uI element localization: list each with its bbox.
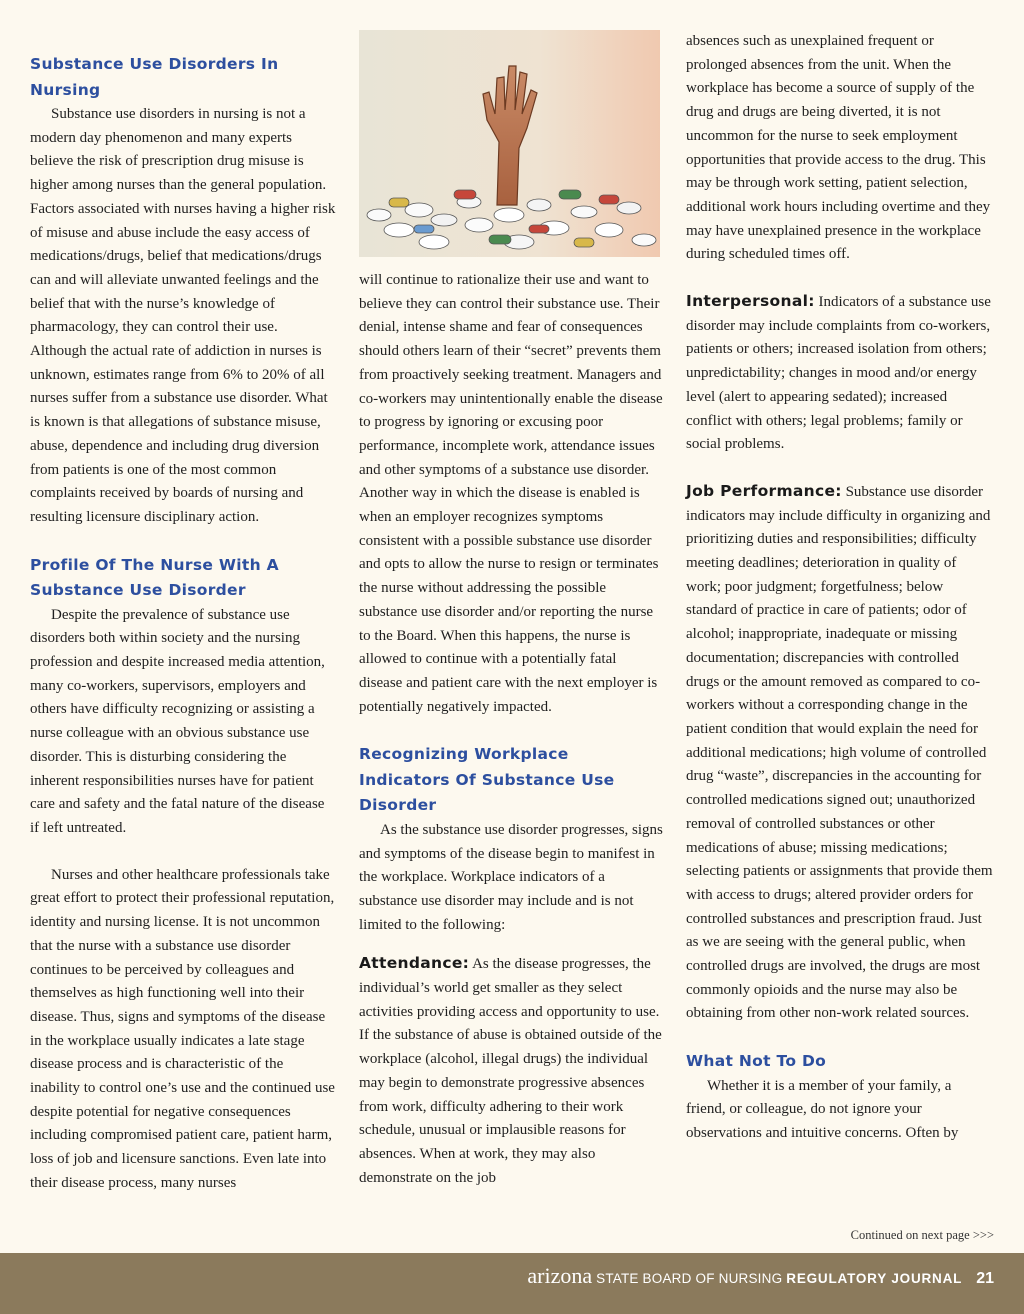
- hand-in-pills-illustration: [359, 30, 660, 257]
- lead-interpersonal: Interpersonal:: [686, 292, 815, 311]
- paragraph: will continue to rationalize their use and want to believe they can control their substance use. Their denial, intense shame and fear of consequences should others learn of their “secret” prevents them from proactively seeking treatment. Managers and co-workers may unintentionally enable the disease to progress by ignoring or excusing poor performance, incomplete work, attendance issues and other symptoms of a substance use disorder. Another way in which the disease is enabled is when an employer recognizes symptoms consistent with a possible substance use disorder and opts to allow the nurse to resign or terminates the nurse without addressing the possible substance use disorder and/or reporting the nurse to the Board. When this happens, the nurse is allowed to continue with a potentially fatal disease and patient care with the next employer is potentially negatively impacted.: [359, 272, 663, 715]
- heading-profile-of-nurse: Profile Of The Nurse With A Substance Use Disorder: [30, 555, 279, 600]
- footer-text: [527, 1263, 994, 1289]
- heading-substance-use-disorders: Substance Use Disorders In Nursing: [30, 55, 279, 99]
- column-1: [30, 30, 336, 1196]
- continued-link[interactable]: Continued on next page >>>: [850, 1228, 994, 1242]
- paragraph-interpersonal: Interpersonal: Indicators of a substance use disorder may include complaints from co-workers, patients or others; increased isolation from others; unpredictability; changes in mood and/or energy level (alert to appearing sedated); increased conflict with others; legal problems; family or social problems.: [686, 292, 991, 453]
- lead-job-performance: Job Performance:: [686, 481, 842, 500]
- heading-what-not-to-do: What Not To Do: [686, 1052, 827, 1071]
- paragraph: Whether it is a member of your family, a friend, or colleague, do not ignore your observations and intuitive concerns. Often by: [686, 1077, 959, 1142]
- footer-board: STATE BOARD OF NURSING: [596, 1271, 783, 1286]
- footer-journal: REGULATORY JOURNAL: [786, 1271, 963, 1286]
- paragraph: Substance use disorders in nursing is not a modern day phenomenon and many experts believe the risk of prescription drug misuse is higher among nurses than the general population. Factors associated with nurses having a higher risk of misuse and abuse include the easy access of medications/drugs, belief that medications/drugs can and will alleviate unwanted feelings and the belief that with the nurse’s knowledge of pharmacology, they can control their use. Although the actual rate of addiction in nurses is unknown, estimates range from 6% to 20% of all nurses suffer from a substance use disorder. What is known is that allegations of substance misuse, abuse, dependence and including drug diversion from patients is one of the most common complaints received by boards of nursing and resulting licensure disciplinary action.: [30, 106, 336, 525]
- paragraph: As the substance use disorder progresses, signs and symptoms of the disease begin to manifest in the workplace. Workplace indicators of a substance use disorder may include and is not limited to the following:: [359, 821, 663, 933]
- page-number: 21: [976, 1270, 994, 1287]
- column-3: [686, 30, 994, 1146]
- paragraph: Nurses and other healthcare professionals take great effort to protect their professional reputation, identity and nursing license. It is not uncommon that the nurse with a substance use disorder continues to be perceived by colleagues and themselves as high functioning well into their disease. Thus, signs and symptoms of the disease in the workplace usually indicates a late stage disease process and is characteristic of the inability to control one’s use and the continued use despite potential for negative consequences including compromised patient care, patient harm, loss of job and licensure sanctions. Even late into their disease process, many nurses: [30, 866, 335, 1191]
- paragraph: Despite the prevalence of substance use disorders both within society and the nursing profession and despite increased media attention, many co-workers, supervisors, employers and others have difficulty recognizing or assisting a nurse colleague with an obvious substance use disorder. This is disturbing considering the inherent responsibilities nurses have for patient care and safety and the fatal nature of the disease if left untreated.: [30, 606, 325, 836]
- lead-attendance: Attendance:: [359, 954, 470, 973]
- heading-recognizing-workplace-indicators: Recognizing Workplace Indicators Of Substance Use Disorder: [359, 745, 615, 815]
- paragraph-attendance: Attendance: As the disease progresses, the individual’s world get smaller as they select activities providing access and opportunity to use. If the substance of abuse is obtained outside of the workplace (alcohol, illegal drugs) the individual may begin to demonstrate progressive absences from work, difficulty adhering to their work schedule, unusual or implausible reasons for absences. When at work, they may also demonstrate on the job: [359, 954, 662, 1186]
- paragraph: absences such as unexplained frequent or prolonged absences from the unit. When the workplace has become a source of supply of the drug and drugs are being diverted, it is not uncommon for the nurse to seek employment opportunities that provide access to the drug. This may be through work setting, patient selection, additional work hours including overtime and they may have unexplained presence in the workplace during scheduled times off.: [686, 33, 991, 263]
- paragraph-job-performance: Job Performance: Substance use disorder indicators may include difficulty in organizing and prioritizing duties and responsibilities; difficulty meeting deadlines; deterioration in quality of work; poor judgment; forgetfulness; below standard of practice in care of patients; odor of alcohol; inappropriate, inadequate or missing documentation; discrepancies with controlled drugs or the amount removed as compared to co-workers without a corresponding change in the patient condition that would explain the need for additional medications; high volume of controlled drug “waste”, discrepancies in the accounting for controlled medications signed out; unauthorized removal of controlled substances or other medications of abuse; missing medications; selecting patients or assignments that provide them with access to drugs; altered provider orders for controlled substances and prescription fraud. Just as we are seeing with the general public, when controlled drugs are involved, the drugs are most commonly opioids and the nurse may also be obtaining from other non-work related sources.: [686, 481, 993, 1022]
- column-2: [359, 30, 663, 1190]
- footer-brand: arizona: [527, 1263, 593, 1288]
